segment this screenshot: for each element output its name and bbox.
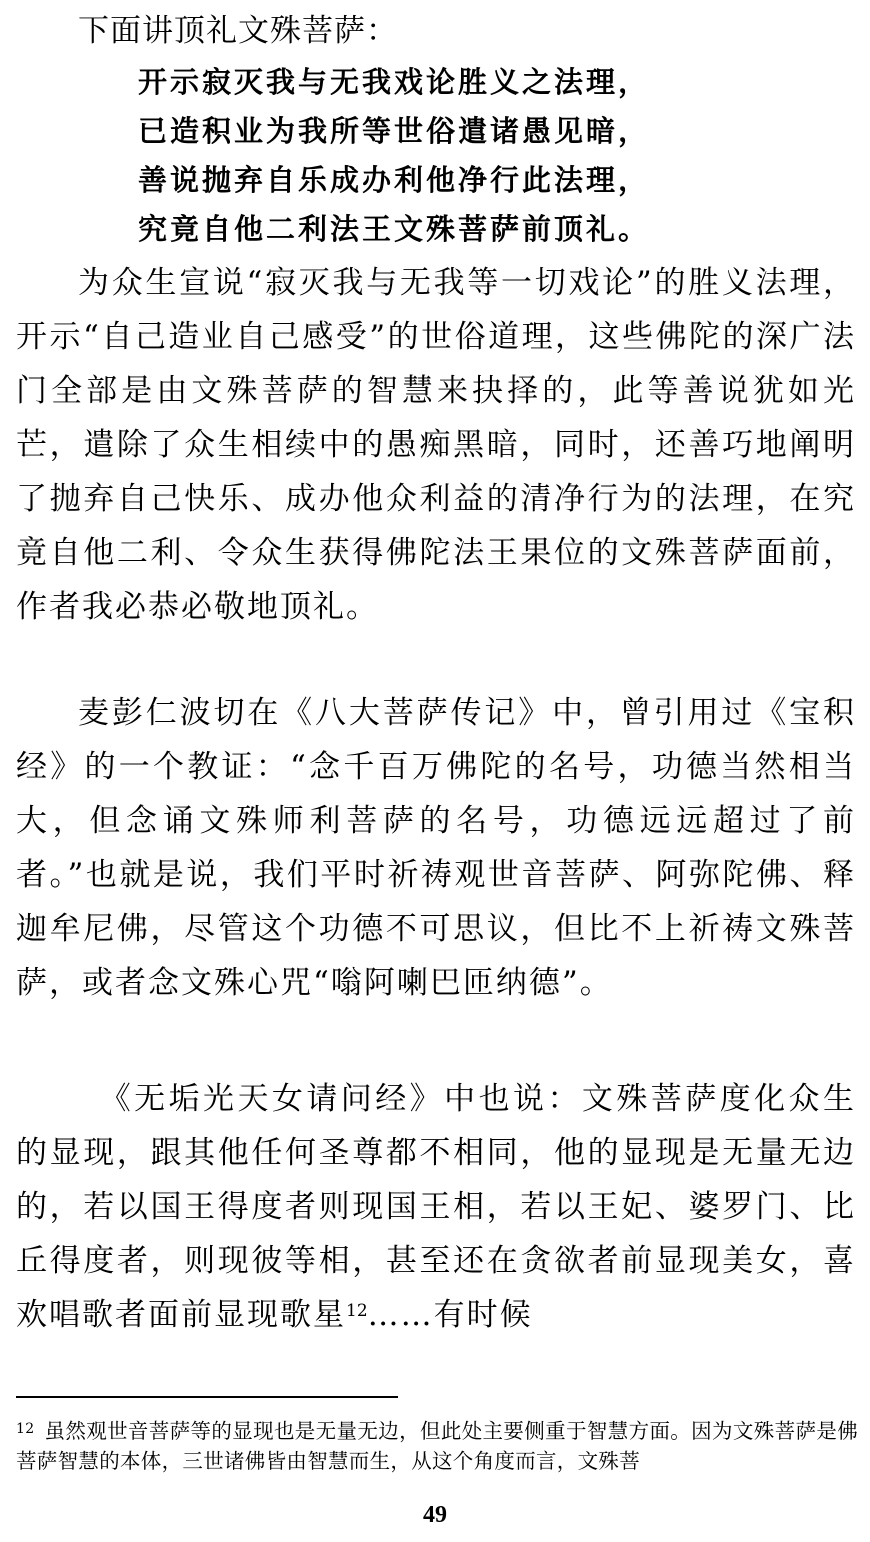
page-number: 49: [423, 1502, 447, 1528]
verse-line: 已造积业为我所等世俗遣诸愚见暗，: [138, 114, 651, 148]
footnote-divider: [16, 1396, 398, 1398]
footnote: [16, 1416, 858, 1476]
sutra-paragraph-continuation: ……有时候: [367, 1297, 533, 1333]
sutra-paragraph-text: 《无垢光天女请问经》中也说：文殊菩萨度化众生的显现，跟其他任何圣尊都不相同，他的显现是无量无边的，若以国王得度者则现国王相，若以王妃、婆罗门、比丘得度者，则现彼等相，甚至还在贪欲者前显现美女，喜欢唱歌者面前显现歌星: [16, 1081, 856, 1333]
footnote-reference[interactable]: 12: [346, 1301, 368, 1321]
intro-line: 下面讲顶礼文殊菩萨：: [78, 13, 398, 49]
commentary-paragraph: 为众生宣说“寂灭我与无我等一切戏论”的胜义法理，开示“自己造业自己感受”的世俗道理，这些佛陀的深广法门全部是由文殊菩萨的智慧来抉择的，此等善说犹如光芒，遣除了众生相续中的愚痴黑暗，同时，还善巧地阐明了抛弃自己快乐、成办他众利益的清净行为的法理，在究竟自他二利、令众生获得佛陀法王果位的文殊菩萨面前，作者我必恭必敬地顶礼。: [16, 265, 856, 625]
verse-line: 善说抛弃自乐成办利他净行此法理，: [138, 163, 651, 197]
verse-line: 开示寂灭我与无我戏论胜义之法理，: [138, 65, 651, 99]
sutra-paragraph: [16, 1072, 856, 1342]
verse-block: [138, 58, 838, 254]
quotation-paragraph: 麦彭仁波切在《八大菩萨传记》中，曾引用过《宝积经》的一个教证：“念千百万佛陀的名号，功德当然相当大，但念诵文殊师利菩萨的名号，功德远远超过了前者。”也就是说，我们平时祈祷观世音菩萨、阿弥陀佛、释迦牟尼佛，尽管这个功德不可思议，但比不上祈祷文殊菩萨，或者念文殊心咒“嗡阿喇巴匝纳德”。: [16, 695, 856, 1001]
verse-line: 究竟自他二利法王文殊菩萨前顶礼。: [138, 212, 651, 246]
footnote-text: 虽然观世音菩萨等的显现也是无量无边，但此处主要侧重于智慧方面。因为文殊菩萨是佛菩萨智慧的本体，三世诸佛皆由智慧而生，从这个角度而言，文殊菩: [16, 1419, 858, 1473]
footnote-marker: 12: [16, 1421, 35, 1437]
